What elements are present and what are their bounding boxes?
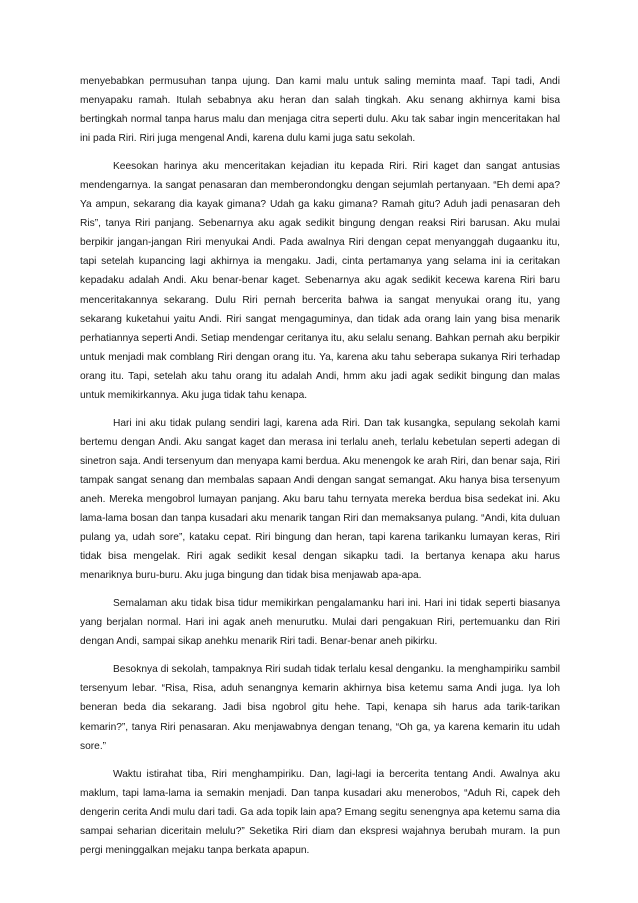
paragraph-6: Waktu istirahat tiba, Riri menghampiriku. Dan, lagi-lagi ia bercerita tentang Andi. Awalnya aku maklum, tapi lama-lama ia semakin menjadi. Dan tanpa kusadari aku menerobos, “Aduh Ri, capek deh dengerin cerita Andi mulu dari tadi. Ga ada topik lain apa? Emang segitu senengnya apa ketemu sama dia sampai seharian diceritain melulu?” Seketika Riri diam dan ekspresi wajahnya berubah muram. Ia pun pergi meninggalkan mejaku tanpa berkata apapun. <box>80 768 560 856</box>
paragraph-3: Hari ini aku tidak pulang sendiri lagi, karena ada Riri. Dan tak kusangka, sepulang sekolah kami bertemu dengan Andi. Aku sangat kaget dan merasa ini terlalu aneh, terlalu kebetulan seperti adegan di sinetron saja. Andi tersenyum dan menyapa kami berdua. Aku menengok ke arah Riri, dan benar saja, Riri tampak sangat senang dan membalas sapaan Andi dengan sangat semangat. Aku hanya bisa tersenyum aneh. Mereka mengobrol lumayan panjang. Aku baru tahu ternyata mereka berdua bisa sedekat ini. Aku lama-lama bosan dan tanpa kusadari aku menarik tangan Riri dan memaksanya pulang. “Andi, kita duluan pulang ya, udah sore”, kataku cepat. Riri bingung dan heran, tapi karena tarikanku lumayan keras, Riri tidak bisa mengelak. Riri agak sedikit kesal dengan sikapku tadi. Ia bertanya kenapa aku harus menariknya buru-buru. Aku juga bingung dan tidak bisa menjawab apa-apa. <box>80 417 560 582</box>
paragraph-5: Besoknya di sekolah, tampaknya Riri sudah tidak terlalu kesal denganku. Ia menghampiriku sambil tersenyum lebar. “Risa, Risa, aduh senangnya kemarin akhirnya bisa ketemu sama Andi juga. Iya loh beneran beda dia sekarang. Jadi bisa ngobrol gitu hehe. Tapi, kenapa sih harus ada tarik-tarikan kemarin?”, tanya Riri penasaran. Aku menjawabnya dengan tenang, “Oh ga, ya karena kemarin itu udah sore.” <box>80 664 560 752</box>
paragraph-4: Semalaman aku tidak bisa tidur memikirkan pengalamanku hari ini. Hari ini tidak seperti biasanya yang berjalan normal. Hari ini agak aneh menurutku. Mulai dari pengakuan Riri, pertemuanku dan Riri dengan Andi, sampai sikap anehku menarik Riri tadi. Benar-benar aneh pikirku. <box>80 598 560 648</box>
paragraph-1: menyebabkan permusuhan tanpa ujung. Dan kami malu untuk saling meminta maaf. Tapi tadi, Andi menyapaku ramah. Itulah sebabnya aku heran dan salah tingkah. Aku senang akhirnya kami bisa bertingkah normal tanpa harus malu dan menjaga citra seperti dulu. Aku tak sabar ingin menceritakan hal ini pada Riri. Riri juga mengenal Andi, karena dulu kami juga satu sekolah. <box>80 76 560 145</box>
paragraph-2: Keesokan harinya aku menceritakan kejadian itu kepada Riri. Riri kaget dan sangat antusias mendengarnya. Ia sangat penasaran dan memberondongku dengan sejumlah pertanyaan. “Eh demi apa? Ya ampun, sekarang dia kayak gimana? Udah ga kaku gimana? Ramah gitu? Aduh jadi penasaran deh Ris”, tanya Riri panjang. Sebenarnya aku agak sedikit bingung dengan reaksi Riri barusan. Aku mulai berpikir jangan-jangan Riri menyukai Andi. Pada awalnya Riri dengan cepat menyanggah dugaanku itu, tapi setelah kupancing lagi akhirnya ia mengaku. Jadi, cinta pertamanya yang selama ini ia ceritakan kepadaku adalah Andi. Aku benar-benar kaget. Sebenarnya aku agak sedikit kecewa karena Riri baru menceritakannya sekarang. Dulu Riri pernah bercerita bahwa ia sangat menyukai orang itu, yang sekarang kuketahui yaitu Andi. Riri sangat mengaguminya, dan tidak ada orang lain yang bisa menarik perhatiannya seperti Andi. Setiap mendengar ceritanya itu, aku selalu senang. Bahkan pernah aku berpikir untuk menjadi mak comblang Riri dengan orang itu. Ya, karena aku tahu seberapa sukanya Riri terhadap orang itu. Tapi, setelah aku tahu orang itu adalah Andi, hmm aku jadi agak sedikit bingung dan malas untuk memikirkannya. Aku juga tidak tahu kenapa. <box>80 161 560 401</box>
document-page <box>80 72 560 869</box>
